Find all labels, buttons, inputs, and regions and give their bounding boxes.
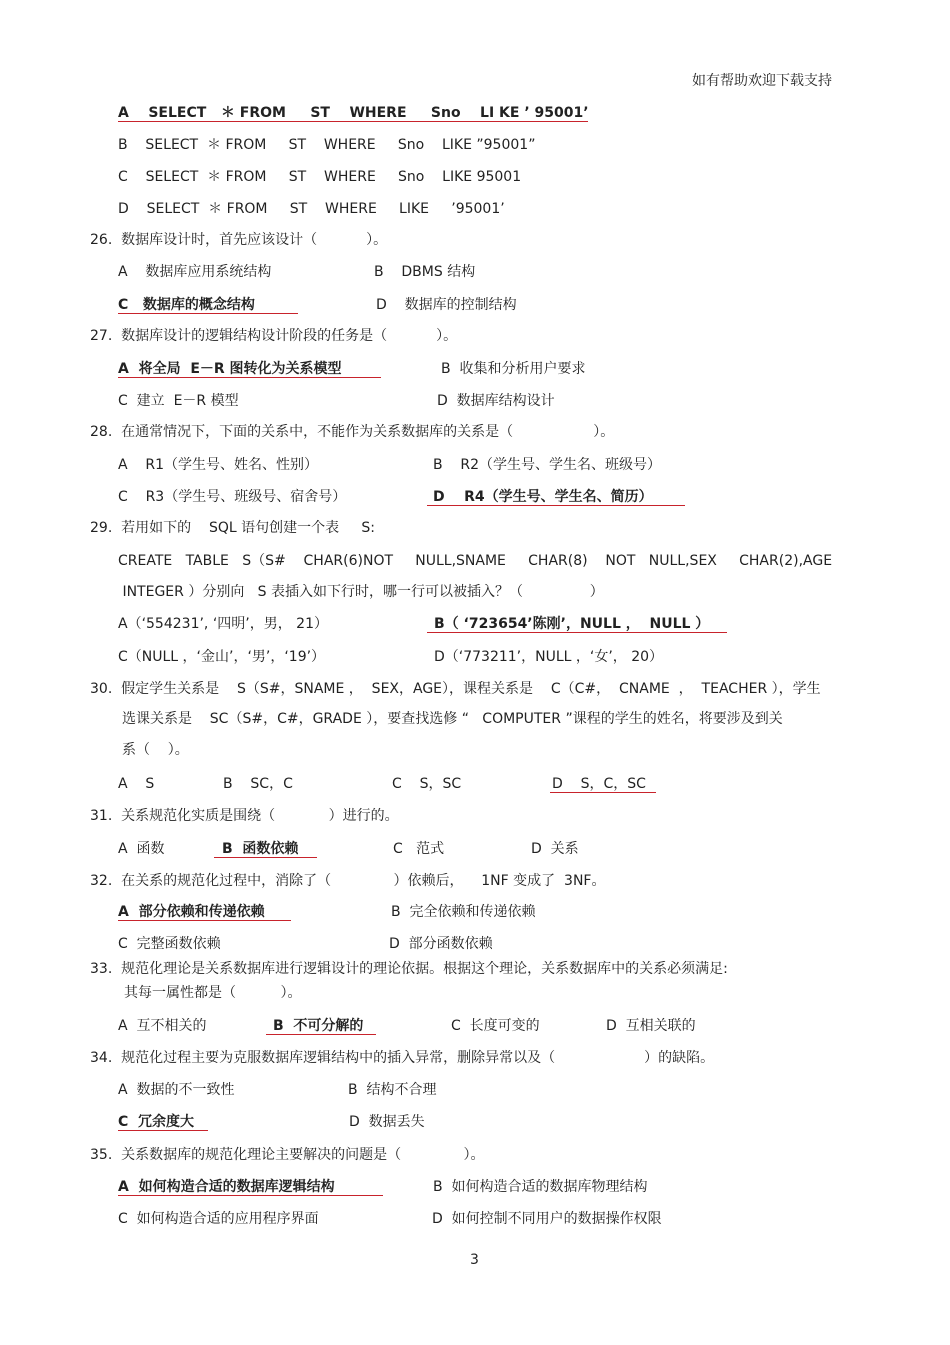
document-line: B SELECT ＊ FROM ST WHERE Sno LIKE ”95001”	[118, 137, 536, 153]
document-line: 选课关系是 SC（S#，C#，GRADE ），要查找选修 “ COMPUTER ”课程的学生的姓名，将要涉及到关	[122, 711, 783, 727]
document-line: 33. 规范化理论是关系数据库进行逻辑设计的理论依据。根据这个理论，关系数据库中的关系必须满足:	[90, 961, 728, 977]
document-line: C（NULL ，‘金山’，‘男’，‘19’）	[118, 649, 326, 665]
document-line: B 收集和分析用户要求	[441, 361, 586, 377]
answer-option-line: D R4（学生号、学生名、简历）	[433, 489, 653, 505]
document-line: A S	[118, 776, 155, 792]
document-line: 27. 数据库设计的逻辑结构设计阶段的任务是（ ）。	[90, 328, 458, 344]
answer-underline	[214, 857, 317, 858]
document-line: 32. 在关系的规范化过程中，消除了（ ）依赖后， 1NF 变成了 3NF。	[90, 873, 606, 889]
document-line: A 互不相关的	[118, 1018, 207, 1034]
document-line: C 完整函数依赖	[118, 936, 221, 952]
answer-option-line: C 数据库的概念结构	[118, 297, 255, 313]
document-line: D（‘773211’，NULL ，‘女’， 20）	[434, 649, 664, 665]
document-line: 35. 关系数据库的规范化理论主要解决的问题是（ ）。	[90, 1147, 485, 1163]
page-number: 3	[470, 1252, 479, 1268]
answer-option-line: A SELECT ＊ FROM ST WHERE Sno LI KE ’ 95001’	[118, 105, 589, 121]
document-line: 31. 关系规范化实质是围绕（ ）进行的。	[90, 808, 399, 824]
answer-underline	[118, 313, 298, 314]
document-line: INTEGER ）分别向 S 表插入如下行时，哪一行可以被插入？（ ）	[118, 584, 604, 600]
document-line: B R2（学生号、学生名、班级号）	[433, 457, 662, 473]
document-line: 28. 在通常情况下，下面的关系中，不能作为关系数据库的关系是（ ）。	[90, 424, 615, 440]
page-header: 如有帮助欢迎下载支持	[692, 73, 832, 89]
answer-underline	[118, 920, 291, 921]
document-line: C S，SC	[392, 776, 462, 792]
document-line: B 如何构造合适的数据库物理结构	[433, 1179, 648, 1195]
document-line: D 如何控制不同用户的数据操作权限	[432, 1211, 662, 1227]
document-line: C 范式	[393, 841, 445, 857]
document-line: A 函数	[118, 841, 165, 857]
document-line: D 数据丢失	[349, 1114, 425, 1130]
answer-underline	[427, 505, 685, 506]
document-line: D 数据库结构设计	[437, 393, 555, 409]
document-line: 其每一属性都是（ ）。	[124, 985, 302, 1001]
document-line: A R1（学生号、姓名、性别）	[118, 457, 319, 473]
answer-option-line: C 冗余度大	[118, 1114, 195, 1130]
answer-option-line: B 函数依赖	[222, 841, 299, 857]
document-line: B DBMS 结构	[374, 264, 476, 280]
answer-underline	[550, 792, 656, 793]
document-line: B 完全依赖和传递依赖	[391, 904, 536, 920]
document-line: D 互相关联的	[606, 1018, 696, 1034]
document-line: 29. 若用如下的 SQL 语句创建一个表 S:	[90, 520, 375, 536]
document-line: C R3（学生号、班级号、宿舍号）	[118, 489, 347, 505]
document-line: D SELECT ＊ FROM ST WHERE LIKE ’95001’	[118, 201, 505, 217]
document-line: 34. 规范化过程主要为克服数据库逻辑结构中的插入异常，删除异常以及（ ）的缺陷。	[90, 1050, 715, 1066]
document-line: D 关系	[531, 841, 579, 857]
answer-option-line: A 如何构造合适的数据库逻辑结构	[118, 1179, 335, 1195]
answer-underline	[118, 1195, 383, 1196]
answer-option-line: D S，C，SC	[552, 776, 646, 792]
answer-underline	[427, 632, 727, 633]
answer-underline	[118, 121, 588, 122]
document-line: A 数据的不一致性	[118, 1082, 235, 1098]
document-line: A 数据库应用系统结构	[118, 264, 272, 280]
document-line: D 部分函数依赖	[389, 936, 493, 952]
answer-underline	[118, 377, 381, 378]
document-line: 30. 假定学生关系是 S（S#，SNAME ， SEX，AGE），课程关系是 C（C#， CNAME ， TEACHER ），学生	[90, 681, 821, 697]
document-line: C 如何构造合适的应用程序界面	[118, 1211, 319, 1227]
answer-option-line: B 不可分解的	[273, 1018, 364, 1034]
document-line: D 数据库的控制结构	[376, 297, 517, 313]
document-line: C SELECT ＊ FROM ST WHERE Sno LIKE 95001	[118, 169, 522, 185]
document-line: 26. 数据库设计时，首先应该设计（ ）。	[90, 232, 388, 248]
document-line: B SC，C	[223, 776, 293, 792]
document-line: A（‘554231’, ‘四明’，男， 21）	[118, 616, 328, 632]
answer-underline	[118, 1130, 208, 1131]
answer-option-line: A 部分依赖和传递依赖	[118, 904, 265, 920]
document-line: C 长度可变的	[451, 1018, 540, 1034]
answer-underline	[266, 1034, 376, 1035]
document-line: C 建立 E－R 模型	[118, 393, 239, 409]
answer-option-line: B（ ‘723654’陈刚’，NULL ， NULL ）	[434, 616, 710, 632]
document-line: CREATE TABLE S（S# CHAR(6)NOT NULL,SNAME CHAR(8) NOT NULL,SEX CHAR(2),AGE	[118, 553, 833, 569]
document-line: B 结构不合理	[348, 1082, 437, 1098]
answer-option-line: A 将全局 E－R 图转化为关系模型	[118, 361, 342, 377]
document-line: 系（ ）。	[122, 742, 189, 758]
